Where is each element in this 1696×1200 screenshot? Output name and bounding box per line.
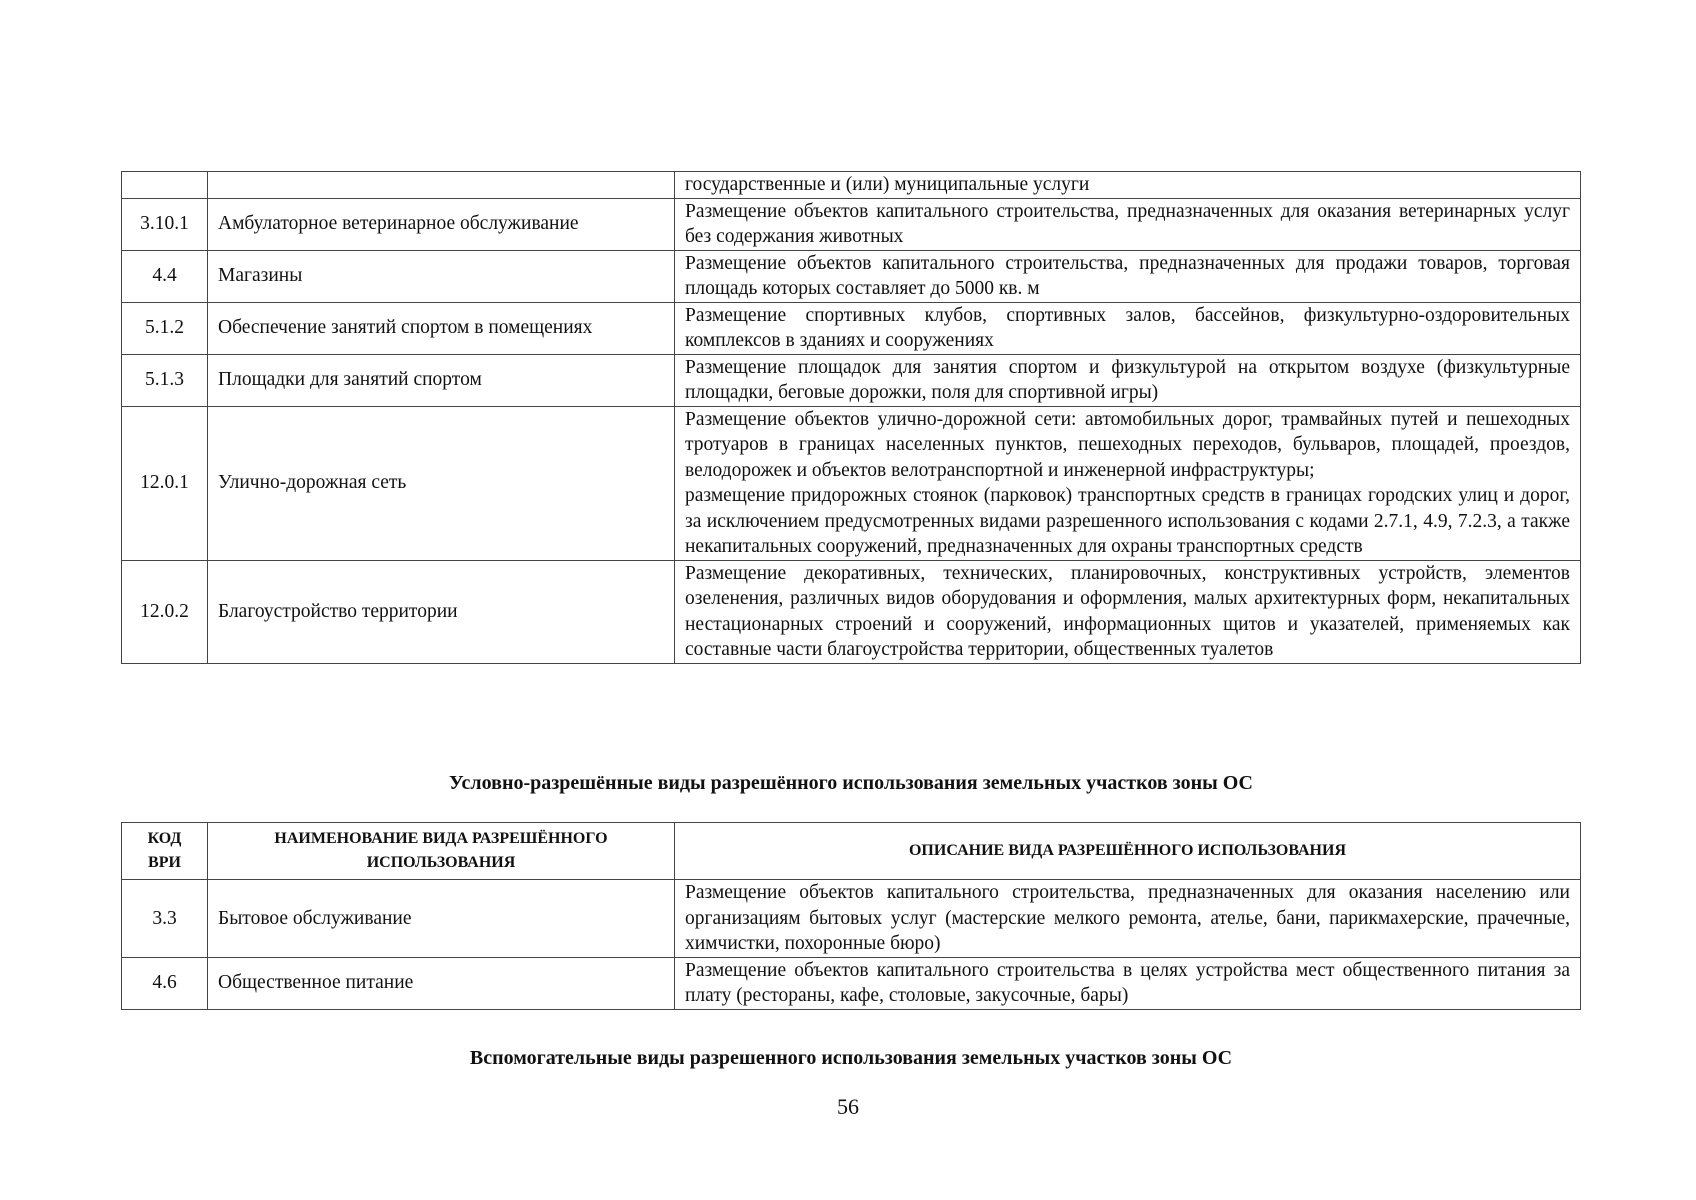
table-row (122, 198, 1581, 250)
table-row (122, 560, 1581, 663)
section-heading-conditional: Условно-разрешённые виды разрешённого использования земельных участков зоны ОС (449, 772, 1253, 794)
page-number: 56 (837, 1094, 859, 1119)
use-code: 12.0.1 (122, 406, 208, 560)
table-row (122, 880, 1581, 958)
use-code: 3.10.1 (122, 198, 208, 250)
table-row (122, 250, 1581, 302)
use-code: 4.6 (122, 957, 208, 1009)
use-code: 5.1.2 (122, 302, 208, 354)
use-code (122, 172, 208, 199)
use-name: Бытовое обслуживание (208, 880, 675, 958)
use-name: Общественное питание (208, 957, 675, 1009)
permitted-uses-table (121, 171, 1581, 664)
use-code: 4.4 (122, 250, 208, 302)
use-name: Обеспечение занятий спортом в помещениях (208, 302, 675, 354)
column-header-description: ОПИСАНИЕ ВИДА РАЗРЕШЁННОГО ИСПОЛЬЗОВАНИЯ (675, 823, 1581, 880)
table-row (122, 172, 1581, 199)
use-code: 12.0.2 (122, 560, 208, 663)
use-code: 3.3 (122, 880, 208, 958)
use-name: Благоустройство территории (208, 560, 675, 663)
use-name: Магазины (208, 250, 675, 302)
table-row (122, 302, 1581, 354)
table-row (122, 957, 1581, 1009)
use-description: Размещение объектов капитального строительства, предназначенных для оказания ветеринарных услуг без содержания животных (675, 198, 1581, 250)
use-description: Размещение площадок для занятия спортом и физкультурой на открытом воздухе (физкультурные площадки, беговые дорожки, поля для спортивной игры) (675, 354, 1581, 406)
section-heading-auxiliary: Вспомогательные виды разрешенного использования земельных участков зоны ОС (469, 1047, 1233, 1069)
use-description: Размещение декоративных, технических, планировочных, конструктивных устройств, элементов озеленения, различных видов оборудования и оформления, малых архитектурных форм, некапитальных нестационарных строений и сооружений, информационных щитов и указателей, применяемых как составные части благоустройства территории, общественных туалетов (675, 560, 1581, 663)
use-description: Размещение объектов улично-дорожной сети: автомобильных дорог, трамвайных путей и пешеходных тротуаров в границах населенных пунктов, пешеходных переходов, бульваров, площадей, проездов, велодорожек и объектов велотранспортной и инженерной инфраструктуры; размещение придорожных стоянок (парковок) транспортных средств в границах городских улиц и дорог, за исключением предусмотренных видами разрешенного использования с кодами 2.7.1, 4.9, 7.2.3, а также некапитальных сооружений, предназначенных для охраны транспортных средств (675, 406, 1581, 560)
table-row (122, 354, 1581, 406)
use-description: Размещение объектов капитального строительства, предназначенных для продажи товаров, торговая площадь которых составляет до 5000 кв. м (675, 250, 1581, 302)
table-row (122, 406, 1581, 560)
use-code: 5.1.3 (122, 354, 208, 406)
conditional-uses-table (121, 822, 1581, 1010)
table-header-row (122, 823, 1581, 880)
use-description: государственные и (или) муниципальные услуги (675, 172, 1581, 199)
use-description: Размещение спортивных клубов, спортивных залов, бассейнов, физкультурно-оздоровительных комплексов в зданиях и сооружениях (675, 302, 1581, 354)
use-name (208, 172, 675, 199)
use-name: Улично-дорожная сеть (208, 406, 675, 560)
use-name: Амбулаторное ветеринарное обслуживание (208, 198, 675, 250)
column-header-code: КОД ВРИ (122, 823, 208, 880)
column-header-name: НАИМЕНОВАНИЕ ВИДА РАЗРЕШЁННОГО ИСПОЛЬЗОВАНИЯ (208, 823, 675, 880)
use-description: Размещение объектов капитального строительства, предназначенных для оказания населению или организациям бытовых услуг (мастерские мелкого ремонта, ателье, бани, парикмахерские, прачечные, химчистки, похоронные бюро) (675, 880, 1581, 958)
use-name: Площадки для занятий спортом (208, 354, 675, 406)
use-description: Размещение объектов капитального строительства в целях устройства мест общественного питания за плату (рестораны, кафе, столовые, закусочные, бары) (675, 957, 1581, 1009)
